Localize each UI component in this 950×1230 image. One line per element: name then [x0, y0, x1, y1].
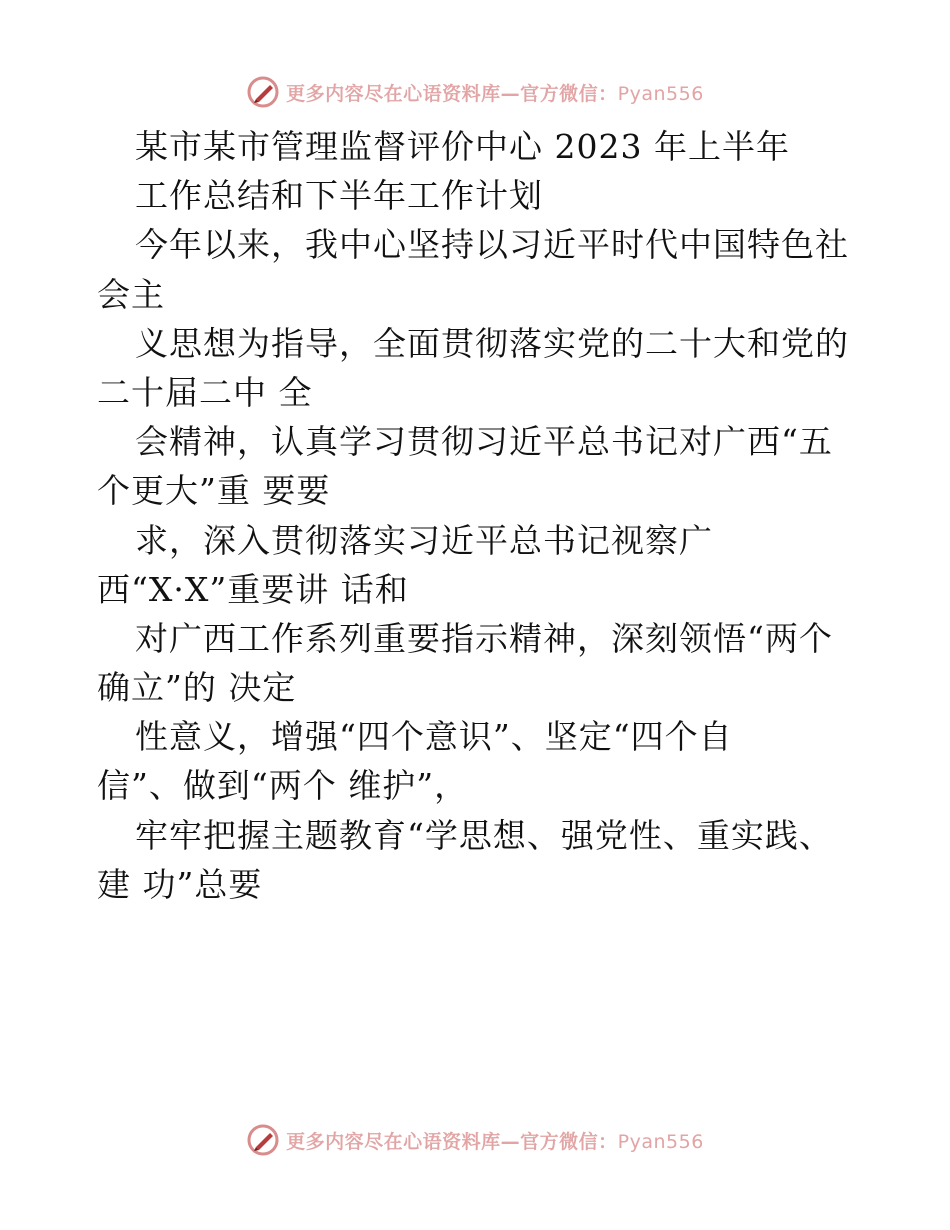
text-line: 性意义，增强“四个意识”、坚定“四个自: [135, 717, 733, 757]
header-banner: [0, 72, 950, 112]
text-line: 个更大”重 要要: [97, 471, 331, 511]
document-body: [97, 122, 867, 909]
text-line: 对广西工作系列重要指示精神，深刻领悟“两个: [135, 618, 833, 658]
footer-banner-text: 更多内容尽在心语资料库—官方微信：Pyan556: [286, 1130, 704, 1153]
text-line: 确立”的 决定: [97, 668, 297, 708]
text-line: 牢牢把握主题教育“学思想、强党性、重实践、: [135, 815, 833, 855]
pen-logo-icon: [246, 75, 280, 109]
pen-logo-icon: [246, 1123, 280, 1157]
text-line: 会主: [97, 274, 165, 314]
text-line: 西“X·X”重要讲 话和: [97, 569, 409, 609]
text-line: 求，深入贯彻落实习近平总书记视察广: [135, 520, 713, 560]
text-line: 义思想为指导，全面贯彻落实党的二十大和党的: [135, 323, 849, 363]
text-line: 信”、做到“两个 维护”，: [97, 766, 469, 806]
header-wechat-id: Pyan556: [617, 82, 704, 105]
text-line: 某市某市管理监督评价中心 2023 年上半年: [135, 127, 790, 166]
header-banner-text: 更多内容尽在心语资料库—官方微信：Pyan556: [286, 82, 704, 105]
text-line: 今年以来，我中心坚持以习近平时代中国特色社: [135, 225, 849, 265]
text-line: 会精神，认真学习贯彻习近平总书记对广西“五: [135, 422, 833, 462]
text-line: 二十届二中 全: [97, 372, 313, 412]
footer-wechat-id: Pyan556: [617, 1130, 704, 1153]
text-line: 建 功”总要: [97, 864, 263, 904]
text-line: 工作总结和下半年工作计划: [135, 176, 543, 216]
footer-banner: [0, 1120, 950, 1160]
